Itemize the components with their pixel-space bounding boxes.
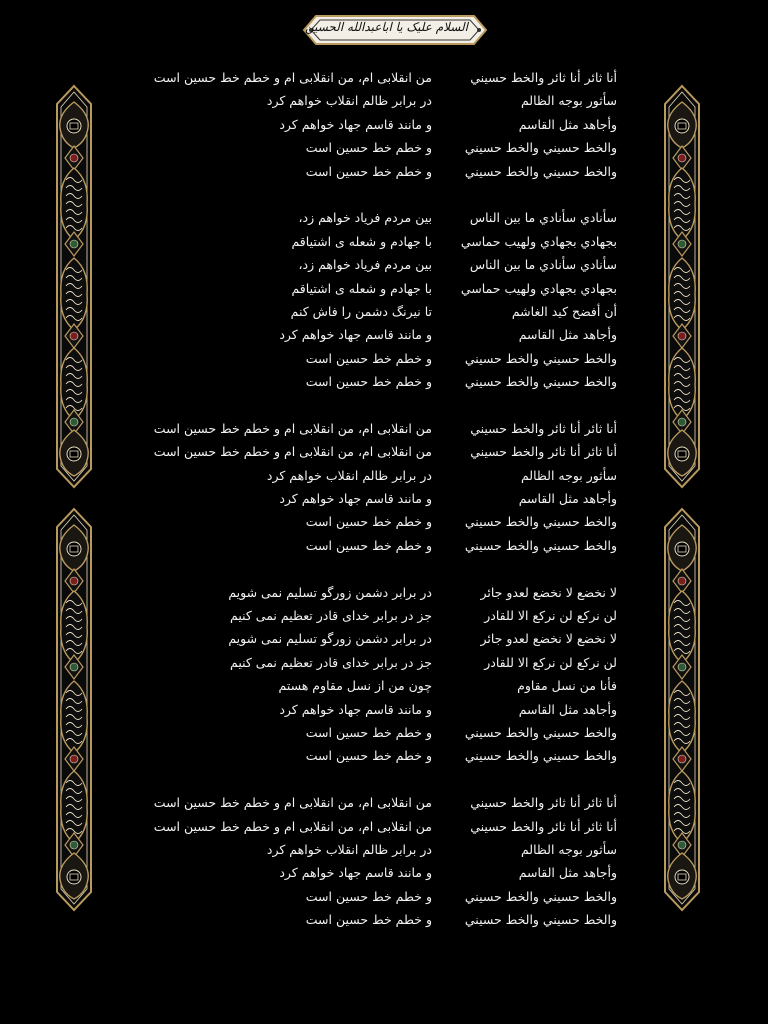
poem-line xyxy=(0,627,768,650)
arabic-text: والخط حسيني والخط حسيني xyxy=(464,163,617,179)
persian-text: با جهادم و شعله ی اشتیاقم xyxy=(291,280,432,296)
arabic-text: والخط حسيني والخط حسيني xyxy=(464,140,617,156)
arabic-text: والخط حسيني والخط حسيني xyxy=(464,514,617,530)
persian-text: در برابر دشمن زورگو تسلیم نمی شویم xyxy=(228,584,432,600)
arabic-text: وأجاهد مثل القاسم xyxy=(518,865,617,881)
arabic-text: أنا ثائر أنا ثائر والخط حسيني xyxy=(470,420,617,436)
arabic-text: وأجاهد مثل القاسم xyxy=(518,491,617,507)
persian-text: جز در برابر خدای قادر تعظیم نمی کنیم xyxy=(230,654,432,670)
poem-line xyxy=(0,277,768,300)
poem-line xyxy=(0,160,768,183)
poem-line xyxy=(0,66,768,89)
poem-line xyxy=(0,300,768,323)
stanza xyxy=(0,791,768,931)
persian-text: و مانند قاسم جهاد خواهم کرد xyxy=(279,701,432,717)
persian-text: جز در برابر خدای قادر تعظیم نمی کنیم xyxy=(230,607,432,623)
poem-line xyxy=(0,487,768,510)
poem-line xyxy=(0,721,768,744)
stanza-gap xyxy=(0,393,768,416)
arabic-text: سأثور بوجه الظالم xyxy=(520,93,617,109)
arabic-text: سأثور بوجه الظالم xyxy=(520,467,617,483)
poem xyxy=(0,66,768,931)
poem-line xyxy=(0,791,768,814)
persian-text: و خطم خط حسین است xyxy=(305,163,432,179)
persian-text: تا نیرنگ دشمن را فاش کنم xyxy=(290,303,432,319)
persian-text: در برابر ظالم انقلاب خواهم کرد xyxy=(266,841,432,857)
arabic-text: لن نركع لن نركع الا للقادر xyxy=(484,654,617,670)
stanza xyxy=(0,417,768,557)
arabic-text: والخط حسيني والخط حسيني xyxy=(464,374,617,390)
persian-text: من انقلابی ام، من انقلابی ام و خطم خط حسین است xyxy=(153,818,432,834)
persian-text: در برابر ظالم انقلاب خواهم کرد xyxy=(266,93,432,109)
poem-line xyxy=(0,674,768,697)
persian-text: و خطم خط حسین است xyxy=(305,514,432,530)
stanza-gap xyxy=(0,183,768,206)
arabic-text: وأجاهد مثل القاسم xyxy=(518,701,617,717)
stanza xyxy=(0,581,768,768)
persian-text: و خطم خط حسین است xyxy=(305,537,432,553)
arabic-text: بجهادي بجهادي ولهيب حماسي xyxy=(460,280,617,296)
stanza-gap xyxy=(0,557,768,580)
persian-text: من انقلابی ام، من انقلابی ام و خطم خط حسین است xyxy=(153,795,432,811)
stanza xyxy=(0,66,768,183)
poem-line xyxy=(0,370,768,393)
poem-line xyxy=(0,838,768,861)
persian-text: و خطم خط حسین است xyxy=(305,912,432,928)
arabic-text: لا نخضع لا نخضع لعدو جائر xyxy=(480,584,617,600)
persian-text: و خطم خط حسین است xyxy=(305,724,432,740)
persian-text: و مانند قاسم جهاد خواهم کرد xyxy=(279,116,432,132)
arabic-text: والخط حسيني والخط حسيني xyxy=(464,350,617,366)
header-title: السلام علیک یا اباعبدالله الحسین xyxy=(304,20,468,34)
poem-line xyxy=(0,230,768,253)
poem-line xyxy=(0,885,768,908)
persian-text: و خطم خط حسین است xyxy=(305,888,432,904)
poem-line xyxy=(0,440,768,463)
poem-line xyxy=(0,698,768,721)
arabic-text: لا نخضع لا نخضع لعدو جائر xyxy=(480,631,617,647)
persian-text: بین مردم فریاد خواهم زد، xyxy=(298,210,432,226)
poem-line xyxy=(0,417,768,440)
poem-line xyxy=(0,347,768,370)
persian-text: و مانند قاسم جهاد خواهم کرد xyxy=(279,491,432,507)
arabic-text: أنا ثائر أنا ثائر والخط حسيني xyxy=(470,795,617,811)
arabic-text: أنا ثائر أنا ثائر والخط حسيني xyxy=(470,70,617,85)
arabic-text: أنا ثائر أنا ثائر والخط حسيني xyxy=(470,444,617,460)
arabic-text: وأجاهد مثل القاسم xyxy=(518,327,617,343)
persian-text: در برابر دشمن زورگو تسلیم نمی شویم xyxy=(228,631,432,647)
arabic-text: والخط حسيني والخط حسيني xyxy=(464,537,617,553)
stanza-gap xyxy=(0,768,768,791)
arabic-text: لن نركع لن نركع الا للقادر xyxy=(484,607,617,623)
poem-line xyxy=(0,253,768,276)
arabic-text: والخط حسيني والخط حسيني xyxy=(464,724,617,740)
poem-line xyxy=(0,651,768,674)
persian-text: بین مردم فریاد خواهم زد، xyxy=(298,257,432,273)
arabic-text: فأنا من نسل مقاوم xyxy=(517,678,617,694)
poem-line xyxy=(0,323,768,346)
arabic-text: سأنادي سأنادي ما بين الناس xyxy=(469,257,617,273)
arabic-text: بجهادي بجهادي ولهيب حماسي xyxy=(460,233,617,249)
persian-text: چون من از نسل مقاوم هستم xyxy=(278,678,432,694)
persian-text: من انقلابی ام، من انقلابی ام و خطم خط حسین است xyxy=(153,420,432,436)
arabic-text: والخط حسيني والخط حسيني xyxy=(464,912,617,928)
persian-text: و خطم خط حسین است xyxy=(305,140,432,156)
poem-line xyxy=(0,744,768,767)
poem-line xyxy=(0,815,768,838)
poem-line xyxy=(0,464,768,487)
poem-line xyxy=(0,534,768,557)
arabic-text: أن أفضح كيد الغاشم xyxy=(511,303,617,319)
poem-line xyxy=(0,581,768,604)
poem-line xyxy=(0,908,768,931)
persian-text: من انقلابی ام، من انقلابی ام و خطم خط حسین است xyxy=(153,444,432,460)
poem-line xyxy=(0,510,768,533)
persian-text: با جهادم و شعله ی اشتیاقم xyxy=(291,233,432,249)
arabic-text: والخط حسيني والخط حسيني xyxy=(464,888,617,904)
persian-text: من انقلابی ام، من انقلابی ام و خطم خط حسین است xyxy=(153,70,432,85)
poem-line xyxy=(0,206,768,229)
poem-line xyxy=(0,89,768,112)
persian-text: و مانند قاسم جهاد خواهم کرد xyxy=(279,327,432,343)
arabic-text: أنا ثائر أنا ثائر والخط حسيني xyxy=(470,818,617,834)
header-cartouche xyxy=(302,13,488,47)
stanza xyxy=(0,206,768,393)
persian-text: و خطم خط حسین است xyxy=(305,350,432,366)
persian-text: و خطم خط حسین است xyxy=(305,748,432,764)
poem-line xyxy=(0,604,768,627)
poem-line xyxy=(0,861,768,884)
arabic-text: والخط حسيني والخط حسيني xyxy=(464,748,617,764)
arabic-text: سأنادي سأنادي ما بين الناس xyxy=(469,210,617,226)
persian-text: و مانند قاسم جهاد خواهم کرد xyxy=(279,865,432,881)
persian-text: در برابر ظالم انقلاب خواهم کرد xyxy=(266,467,432,483)
persian-text: و خطم خط حسین است xyxy=(305,374,432,390)
arabic-text: سأثور بوجه الظالم xyxy=(520,841,617,857)
poem-line xyxy=(0,113,768,136)
arabic-text: وأجاهد مثل القاسم xyxy=(518,116,617,132)
poem-line xyxy=(0,136,768,159)
